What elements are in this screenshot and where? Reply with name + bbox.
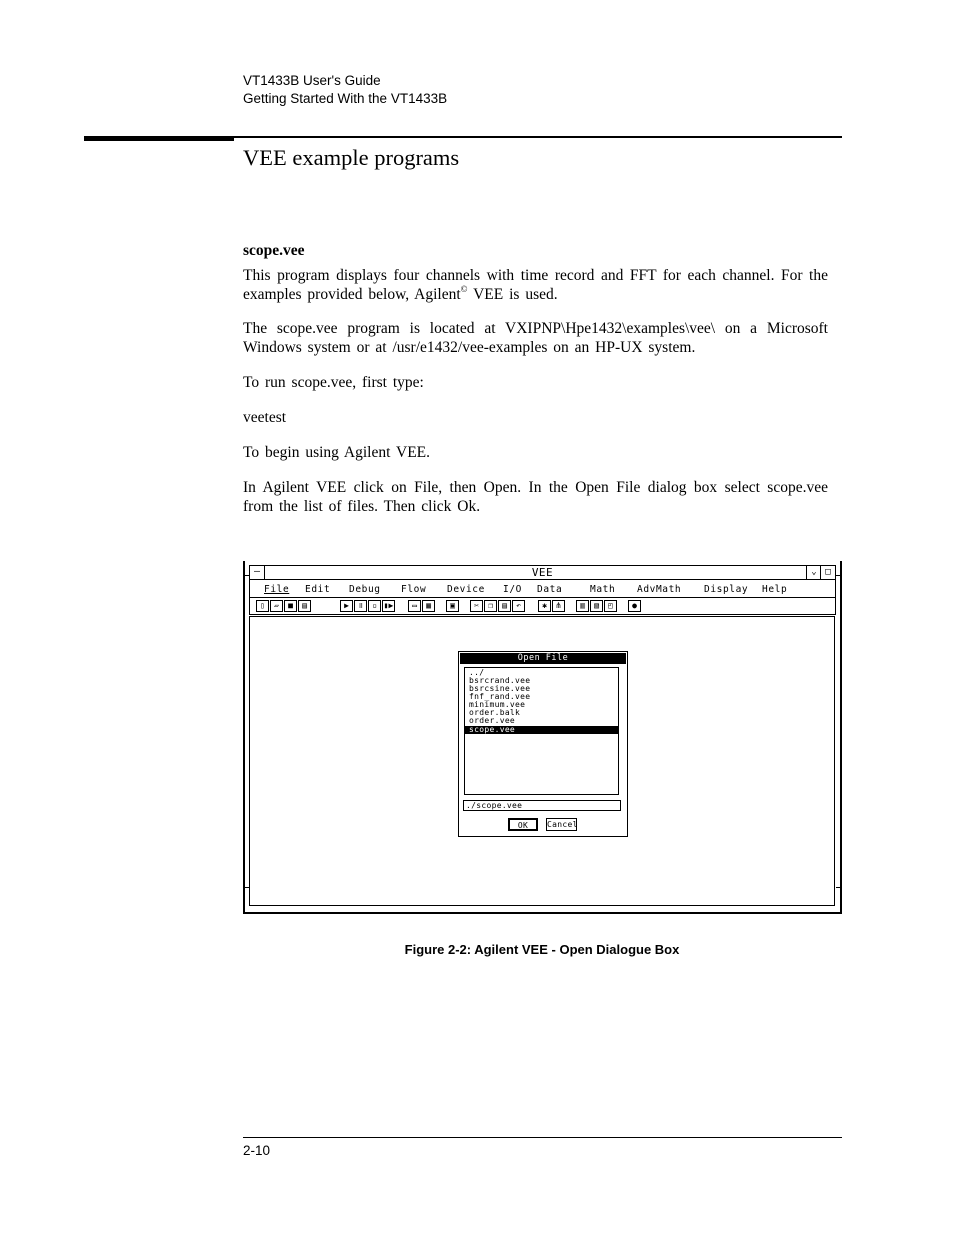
- file-item[interactable]: order.vee: [469, 716, 516, 725]
- frame-tick: [836, 575, 842, 576]
- menu-help[interactable]: Help: [762, 584, 788, 595]
- open-icon[interactable]: ▱: [270, 600, 283, 612]
- run-icon[interactable]: ▶: [340, 600, 353, 612]
- body-text: [243, 241, 828, 532]
- footer-rule: [243, 1137, 842, 1138]
- menu-edit[interactable]: Edit: [305, 584, 331, 595]
- file-path-input[interactable]: ./scope.vee: [463, 800, 621, 811]
- open-file-dialog: [458, 651, 628, 837]
- paragraph-run: To run scope.vee, first type:: [243, 374, 424, 391]
- window-edge-right: [840, 561, 842, 914]
- section-title: VEE example programs: [243, 145, 460, 170]
- file-item[interactable]: bsrcsine.vee: [469, 684, 531, 693]
- menu-display[interactable]: Display: [704, 584, 749, 595]
- paragraph-location: The scope.vee program is located at VXIPNP\Hpe1432\examples\vee\ on a Microsoft Windows system or at /usr/e1432/vee-examples on an HP-UX system.: [243, 320, 828, 356]
- vee-window-title: VEE: [531, 566, 554, 579]
- menu-math[interactable]: Math: [590, 584, 616, 595]
- window-edge-bottom: [243, 912, 842, 914]
- stop-icon[interactable]: ▫: [368, 600, 381, 612]
- network-icon[interactable]: ⋔: [552, 600, 565, 612]
- system-menu-button[interactable]: —: [250, 566, 265, 579]
- menu-device[interactable]: Device: [447, 584, 485, 595]
- paragraph-instructions: In Agilent VEE click on File, then Open. In the Open File dialog box select scope.vee from the list of files. Then click Ok.: [243, 479, 828, 515]
- new-icon[interactable]: ▯: [256, 600, 269, 612]
- dialog-title: Open File: [460, 653, 626, 664]
- intro-text-a: This program displays four channels with time record and FFT for each channel. For the examples provided below, Agilent: [243, 267, 828, 303]
- figure-caption: Figure 2-2: Agilent VEE - Open Dialogue Box: [404, 942, 680, 957]
- zoom-icon[interactable]: ◰: [604, 600, 617, 612]
- print-icon[interactable]: ▤: [298, 600, 311, 612]
- copy-icon[interactable]: ❐: [484, 600, 497, 612]
- subheading: scope.vee: [243, 242, 305, 259]
- command-text: veetest: [243, 409, 287, 426]
- chapter-title: Getting Started With the VT1433B: [243, 91, 448, 106]
- paragraph-intro: [243, 266, 828, 304]
- section-rule-thin: [234, 136, 842, 138]
- undo-icon[interactable]: ↶: [512, 600, 525, 612]
- vee-toolbar: [249, 598, 836, 615]
- page-number: 2-10: [243, 1143, 271, 1158]
- show-exec-icon[interactable]: ▦: [422, 600, 435, 612]
- layout-icon[interactable]: ▥: [576, 600, 589, 612]
- menu-file[interactable]: File: [264, 584, 290, 595]
- intro-text-b: VEE is used.: [467, 286, 558, 303]
- show-data-icon[interactable]: ▭: [408, 600, 421, 612]
- menu-io[interactable]: I/O: [503, 584, 522, 595]
- maximize-button[interactable]: □: [820, 566, 835, 579]
- file-item[interactable]: minimum.vee: [469, 700, 526, 709]
- step-icon[interactable]: ▮▶: [383, 601, 394, 610]
- view-icon[interactable]: ▧: [590, 600, 603, 612]
- file-item[interactable]: bsrcrand.vee: [469, 676, 531, 685]
- menu-advmath[interactable]: AdvMath: [637, 584, 682, 595]
- window-edge-left: [243, 561, 245, 914]
- vee-title-bar: [249, 565, 836, 580]
- paragraph-begin: To begin using Agilent VEE.: [243, 444, 431, 461]
- file-item[interactable]: fnf_rand.vee: [469, 692, 531, 701]
- paste-icon[interactable]: ▤: [498, 600, 511, 612]
- connect-icon[interactable]: ✱: [538, 600, 551, 612]
- cancel-button[interactable]: Cancel: [547, 820, 578, 829]
- guide-title: VT1433B User's Guide: [243, 73, 381, 88]
- frame-tick: [836, 887, 842, 888]
- menu-data[interactable]: Data: [537, 584, 563, 595]
- file-item-selected[interactable]: scope.vee: [465, 726, 618, 734]
- vee-menu-bar: [249, 580, 836, 598]
- running-header: [243, 72, 447, 108]
- bug-icon[interactable]: ●: [628, 600, 641, 612]
- file-list[interactable]: [464, 667, 619, 795]
- pause-icon[interactable]: ॥: [354, 600, 367, 612]
- menu-debug[interactable]: Debug: [349, 584, 381, 595]
- save-icon[interactable]: ■: [284, 600, 297, 612]
- properties-icon[interactable]: ▣: [446, 600, 459, 612]
- file-item-parent[interactable]: ../: [469, 668, 485, 677]
- section-rule-thick: [84, 136, 234, 141]
- file-item[interactable]: order.balk: [469, 708, 521, 717]
- copyright-mark: ©: [460, 284, 468, 294]
- cut-icon[interactable]: ✂: [470, 600, 483, 612]
- menu-flow[interactable]: Flow: [401, 584, 427, 595]
- minimize-button[interactable]: ⌄: [806, 566, 821, 579]
- ok-button[interactable]: OK: [508, 818, 538, 831]
